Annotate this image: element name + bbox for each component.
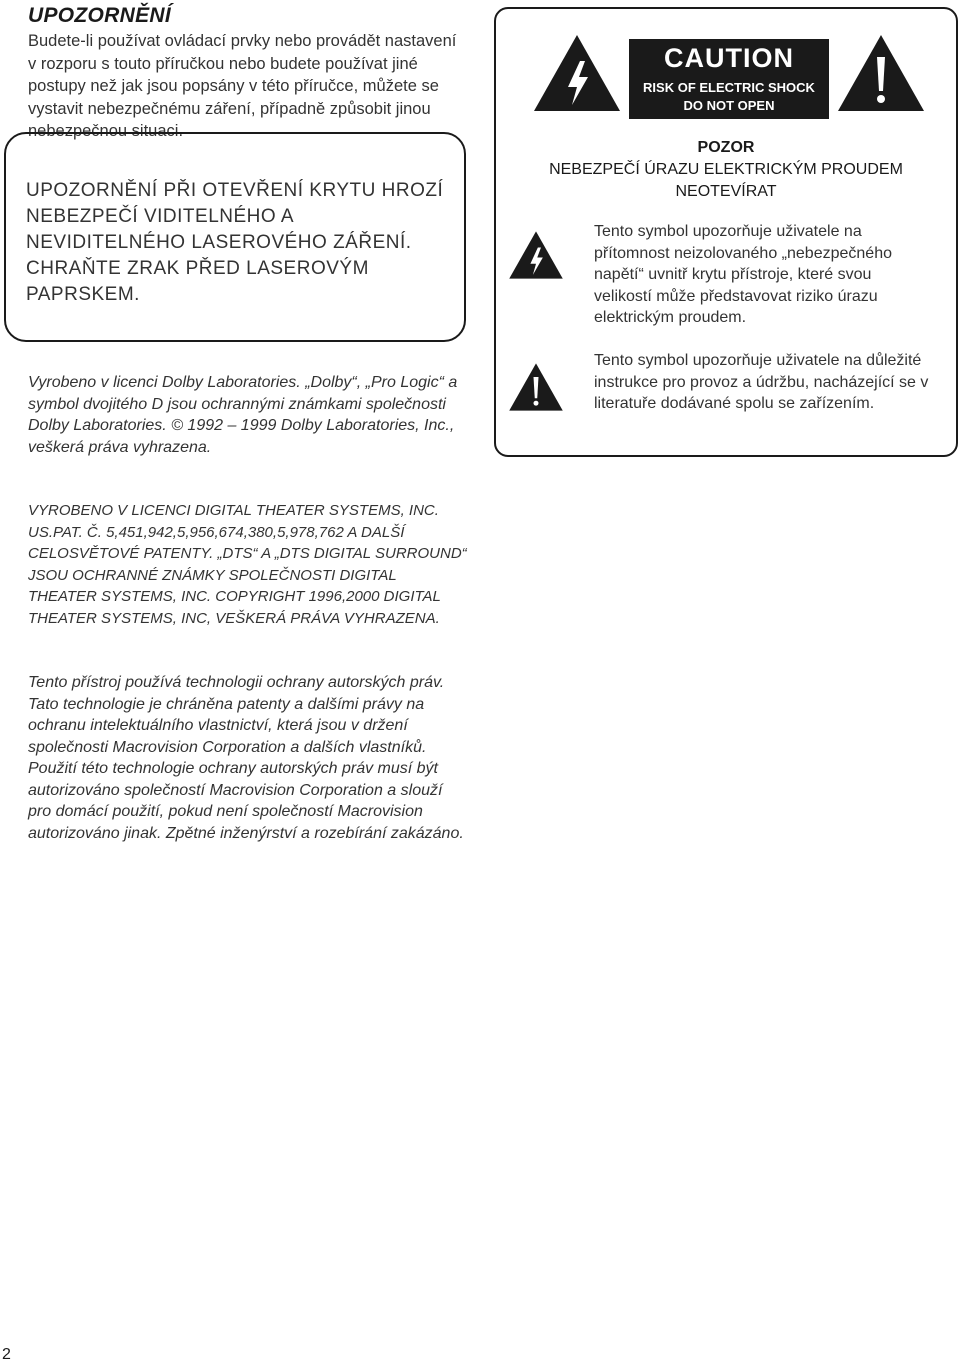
caution-cz-line3: NEOTEVÍRAT: [675, 183, 777, 200]
caution-label-title: CAUTION: [664, 43, 794, 73]
caution-cz-line2: NEBEZPEČÍ ÚRAZU ELEKTRICKÝM PROUDEM: [549, 161, 903, 178]
warning-title: UPOZORNĚNÍ: [28, 4, 172, 27]
page-number: 2: [2, 1346, 11, 1363]
lightning-symbol-icon: [508, 229, 564, 281]
dolby-license-notice: Vyrobeno v licenci Dolby Laboratories. „Dolby“, „Pro Logic“ a symbol dvojitého D jsou ochrannými známkami společnosti Dolby Laboratories. © 1992 – 1999 Dolby Laboratories, Inc., veškerá práva vyhrazena.: [28, 374, 458, 456]
caution-panel: [494, 7, 958, 457]
macrovision-notice: Tento přístroj používá technologii ochrany autorských práv. Tato technologie je chráněna patenty a dalšími právy na ochranu intelektuálního vlastnictví, která jsou v držení společnosti Macrovision Corporation a dalších vlastníků. Použití této technologie ochrany autorských práv musí být autorizováno společností Macrovision Corporation a slouží pro domácí použití, pokud není společností Macrovision autorizováno jinak. Zpětné inženýrství a rozebírání zakázáno.: [28, 674, 464, 842]
warning-body: Budete-li používat ovládací prvky nebo provádět nastavení v rozporu s touto příručkou nebo budete používat jiné postupy než jak jsou popsány v této příručce, můžete se vystavit nebezpečnému záření, případně způsobit jinou nebezpečnou situaci.: [28, 32, 457, 140]
exclamation-symbol-description: Tento symbol upozorňuje uživatele na důležité instrukce pro provoz a údržbu, nacházející se v literatuře dodávané spolu se zařízením.: [594, 352, 929, 412]
caution-label-line1: RISK OF ELECTRIC SHOCK: [643, 80, 815, 95]
laser-warning-box: [4, 132, 466, 342]
exclamation-symbol-icon: [508, 361, 564, 413]
dts-license-notice: VYROBENO V LICENCI DIGITAL THEATER SYSTEMS, INC. US.PAT. Č. 5,451,942,5,956,674,380,5,978,762 A DALŠÍ CELOSVĚTOVÉ PATENTY. „DTS“ A „DTS DIGITAL SURROUND“ JSOU OCHRANNÉ ZNÁMKY SPOLEČNOSTI DIGITAL THEATER SYSTEMS, INC. COPYRIGHT 1996,2000 DIGITAL THEATER SYSTEMS, INC, VEŠKERÁ PRÁVA VYHRAZENA.: [28, 502, 467, 627]
exclamation-triangle-icon: [836, 33, 926, 113]
laser-warning-text: UPOZORNĚNÍ PŘI OTEVŘENÍ KRYTU HROZÍ NEBEZPEČÍ VIDITELNÉHO A NEVIDITELNÉHO LASEROVÉHO ZÁŘENÍ. CHRAŇTE ZRAK PŘED LASEROVÝM PAPRSKEM.: [26, 180, 444, 305]
caution-label-line2: DO NOT OPEN: [683, 98, 775, 113]
lightning-triangle-icon: [532, 33, 622, 113]
caution-cz-title: POZOR: [697, 139, 755, 156]
lightning-symbol-description: Tento symbol upozorňuje uživatele na přítomnost neizolovaného „nebezpečného napětí“ uvnitř krytu přístroje, které svou velikostí může představovat riziko úrazu elektrickým proudem.: [594, 223, 892, 326]
